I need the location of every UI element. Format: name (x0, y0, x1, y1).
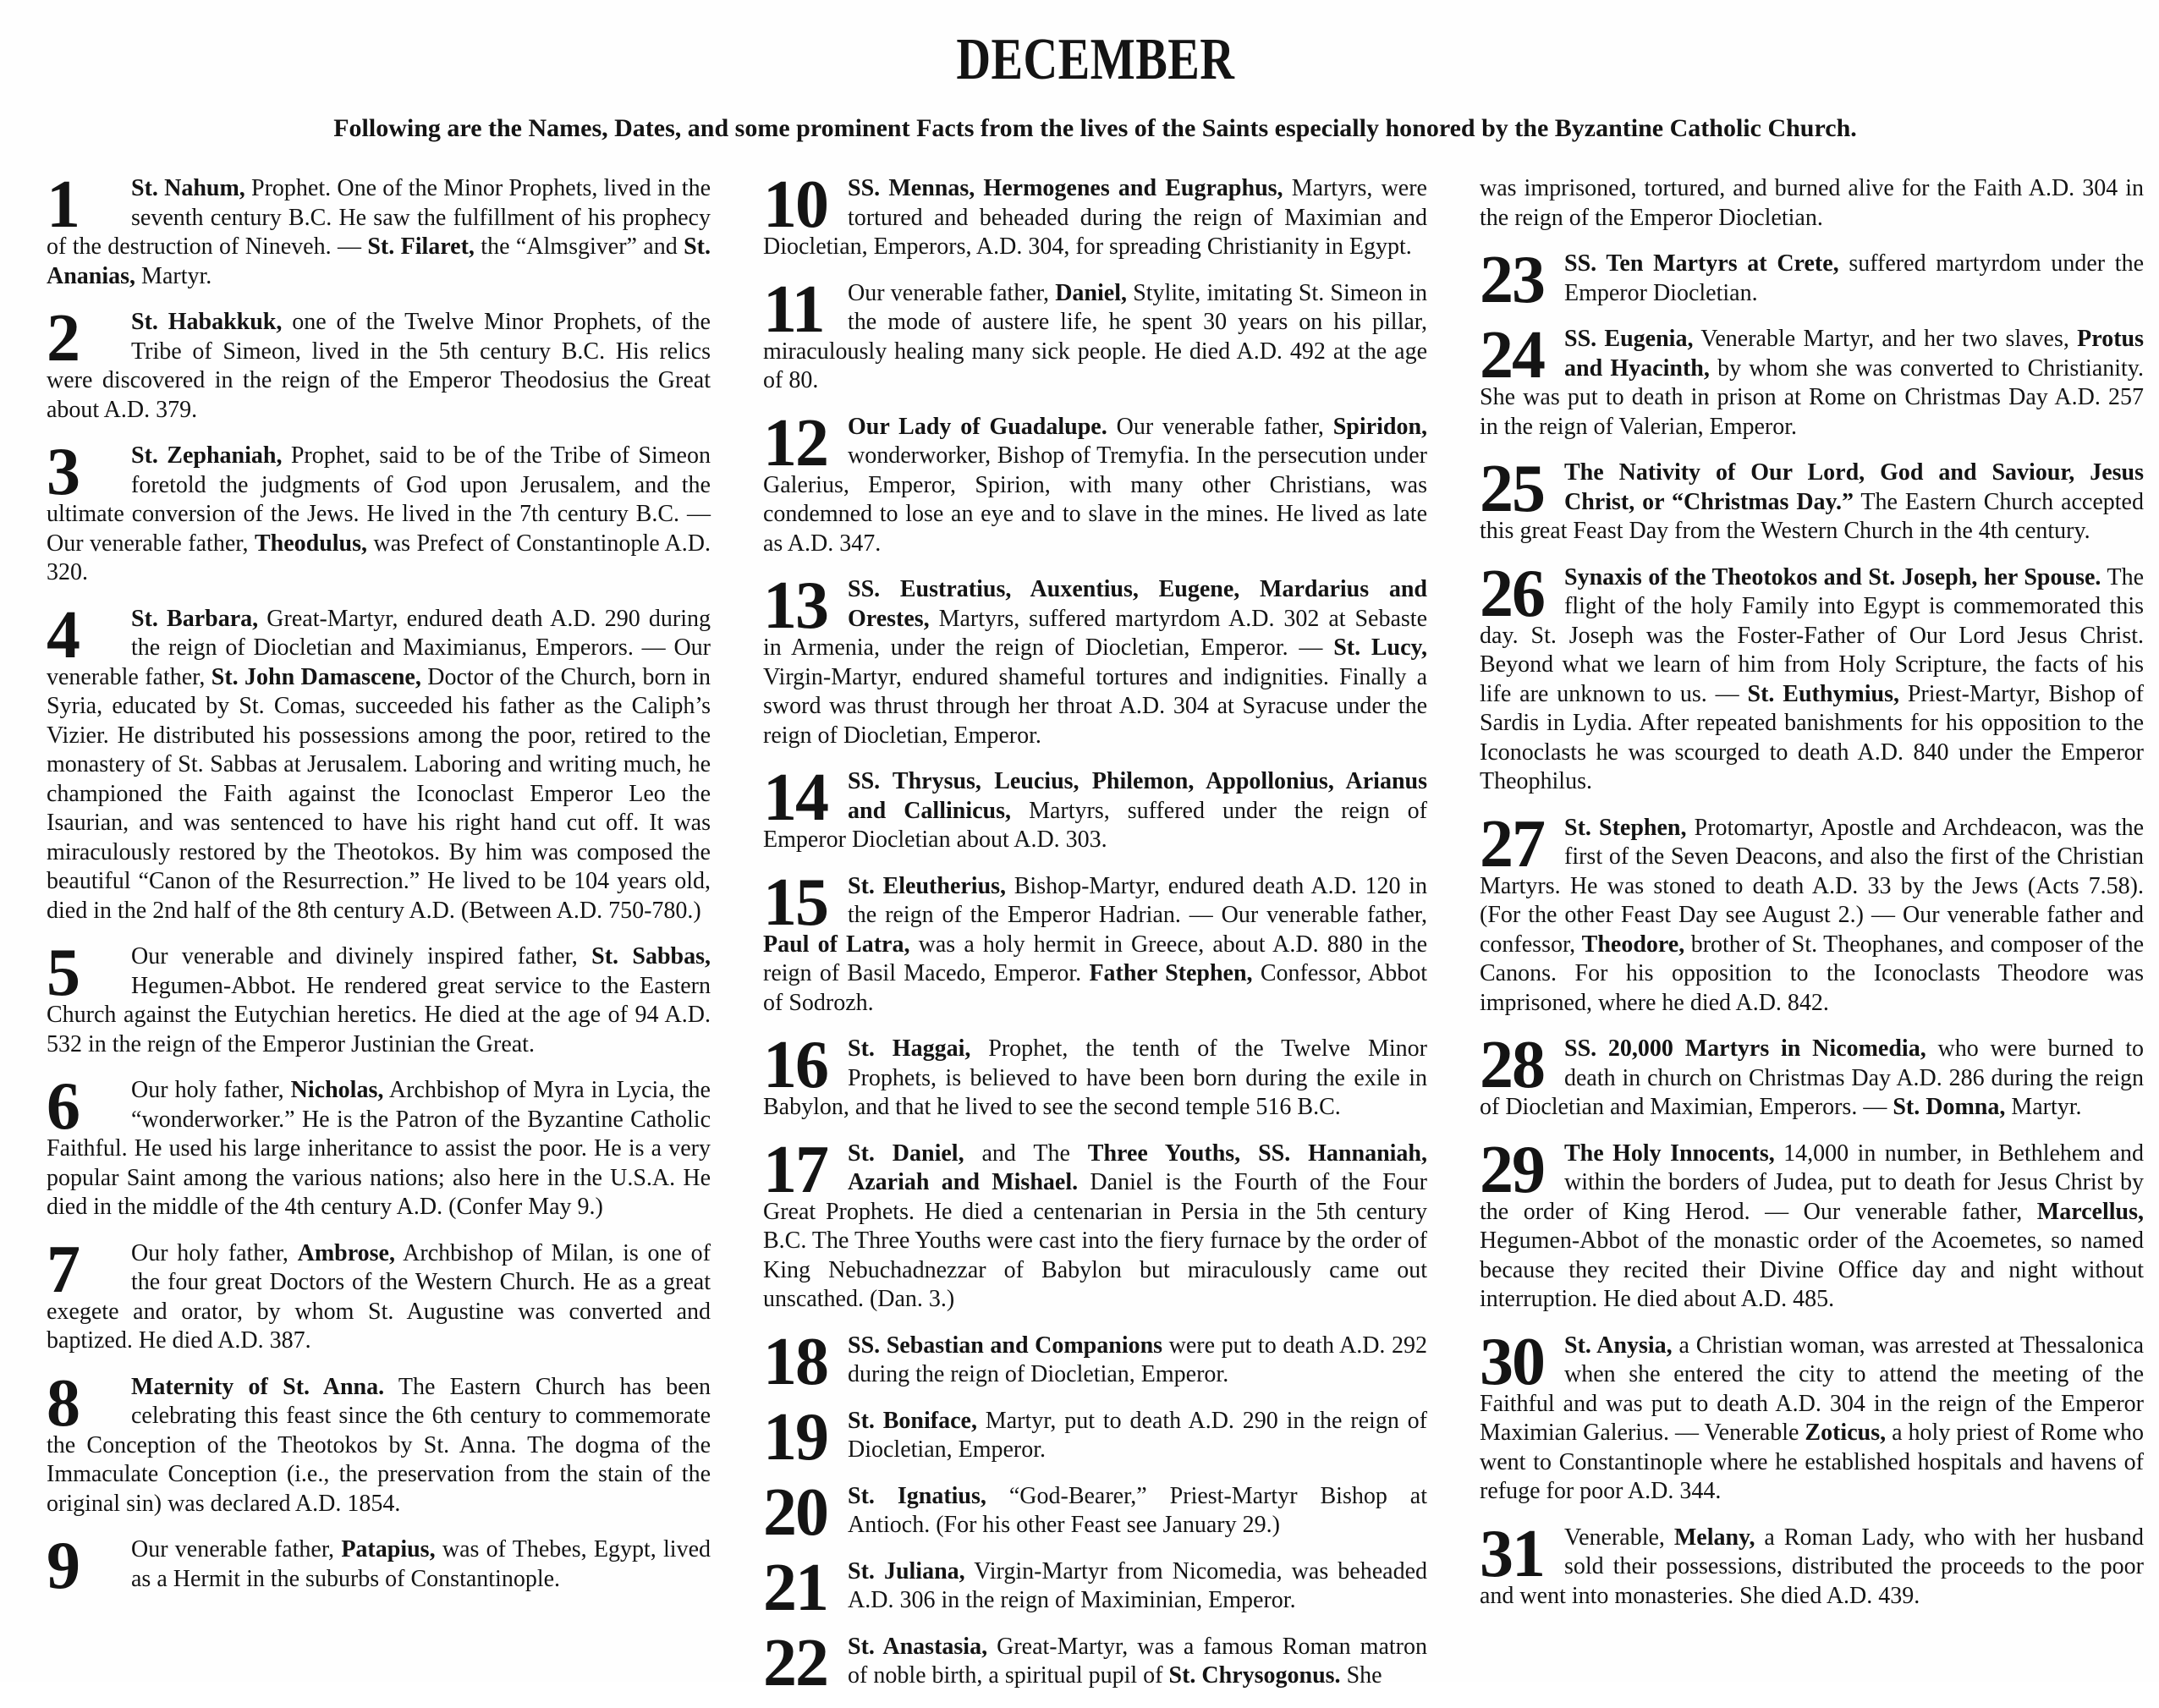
saint-name: Three Youths, SS. Hannaniah, Azariah and Mishael. (848, 1140, 1427, 1195)
saint-entry-day-20: 20 St. Ignatius, “God-Bearer,” Priest-Martyr Bishop at Antioch. (For his other Feast see January 29.) (763, 1475, 1427, 1550)
page-header (47, 25, 2144, 144)
day-number: 3 (47, 435, 79, 509)
day-number: 14 (763, 761, 827, 835)
saint-name: St. Ananias, (47, 233, 711, 289)
day-number: 6 (47, 1069, 79, 1144)
saint-name: SS. Eustratius, Auxentius, Eugene, Mardarius and Orestes, (848, 576, 1427, 632)
day-number: 26 (1480, 556, 1544, 631)
saint-name: SS. Mennas, Hermogenes and Eugraphus, (848, 175, 1283, 201)
saint-entry-day-30: 30 St. Anysia, a Christian woman, was arrested at Thessalonica when she entered the city to attend the meeting of the Faithful and was put to death A.D. 304 in the reign of the Emperor Maximian Galerius. — Venerable Zoticus, a holy priest of Rome who went to Constantinople where he established hospitals and havens of refuge for poor A.D. 344. (1480, 1324, 2145, 1504)
saint-name: St. Nahum, (131, 175, 245, 201)
day-number: 5 (47, 936, 79, 1010)
day-number: 24 (1480, 318, 1544, 393)
day-number: 30 (1480, 1324, 1544, 1399)
saint-entry-day-31: 31 Venerable, Melany, a Roman Lady, who with her husband sold their possessions, distributed the proceeds to the poor and went into monasteries. She died A.D. 439. (1480, 1516, 2144, 1609)
saint-name: St. Boniface, (848, 1407, 977, 1434)
day-number: 22 (763, 1625, 827, 1700)
saint-name: St. Ignatius, (848, 1482, 986, 1509)
day-number: 11 (763, 272, 824, 347)
columns (47, 168, 2145, 1708)
saint-entry-day-23: 23 SS. Ten Martyrs at Crete, suffered martyrdom under the Emperor Diocletian. (1480, 243, 2144, 317)
saint-entry-day-7: 7 Our holy father, Ambrose, Archbishop of Milan, is one of the four great Doctors of the Western Church. He as a great exegete and orator, by whom St. Augustine was converted and baptized. He died A.D. 387. (47, 1232, 711, 1354)
day-number: 7 (47, 1232, 79, 1307)
day-number: 16 (763, 1028, 827, 1102)
saint-entry-day-27: 27 St. Stephen, Protomartyr, Apostle and Archdeacon, was the first of the Seven Deacons, and also the first of the Christian Martyrs. He was stoned to death A.D. 33 by the Jews (Acts 7.58). (For the other Feast Day see August 2.) — Our venerable father and confessor, Theodore, brother of St. Theophanes, and composer of the Canons. For his opposition to the Iconoclasts Theodore was imprisoned, where he died A.D. 842. (1480, 806, 2144, 1016)
day-number: 8 (47, 1365, 79, 1441)
saint-entry-day-24: 24 SS. Eugenia, Venerable Martyr, and her two slaves, Protus and Hyacinth, by whom she was converted to Christianity. She was put to death in prison at Rome on Christmas Day A.D. 257 in the reign of Valerian, Emperor. (1480, 318, 2144, 440)
saint-name: St. Eleutherius, (848, 872, 1007, 899)
saint-entry-day-16: 16 St. Haggai, Prophet, the tenth of the Twelve Minor Prophets, is believed to have been born during the exile in Babylon, and that he lived to see the second temple 516 B.C. (763, 1028, 1427, 1120)
day-number: 23 (1480, 243, 1544, 317)
saint-entry-day-12: 12 Our Lady of Guadalupe. Our venerable father, Spiridon, wonderworker, Bishop of Tremyfia. In the persecution under Galerius, Emperor, Spirion, with many other Christians, was condemned to lose an eye and to slave in the mines. He lived as late as A.D. 347. (763, 405, 1428, 557)
saint-name: SS. Ten Martyrs at Crete, (1564, 250, 1839, 277)
saint-entry-day-28: 28 SS. 20,000 Martyrs in Nicomedia, who were burned to death in church on Christmas Day A.D. 286 during the reign of Diocletian and Maximian, Emperors. — St. Domna, Martyr. (1480, 1028, 2144, 1120)
saint-name: SS. Eugenia, (1564, 326, 1694, 352)
saint-name: The Holy Innocents, (1564, 1140, 1775, 1167)
saint-name: St. Juliana, (848, 1557, 965, 1584)
day-number: 31 (1480, 1516, 1544, 1591)
saint-name: Paul of Latra, (763, 931, 910, 958)
day-number: 13 (763, 568, 827, 643)
day-number: 17 (763, 1132, 827, 1207)
day-number: 19 (763, 1399, 827, 1475)
saint-name: Protus and Hyacinth, (1564, 326, 2144, 382)
saint-name: St. Sabbas, (591, 943, 711, 969)
page-title (47, 25, 2144, 92)
day-number: 20 (763, 1475, 827, 1550)
day-number: 21 (763, 1550, 827, 1625)
saint-name: Nicholas, (290, 1077, 384, 1103)
day-number: 4 (47, 597, 79, 673)
saint-name: Theodore, (1581, 931, 1685, 958)
saint-name: SS. Sebastian and Companions (848, 1332, 1163, 1359)
saint-entry-day-1: 1 St. Nahum, Prophet. One of the Minor Prophets, lived in the seventh century B.C. He saw the fulfillment of his prophecy of the destruction of Nineveh. — St. Filaret, the “Almsgiver” and St. Ananias, Martyr. (47, 168, 711, 289)
saint-name: Our Lady of Guadalupe. (848, 413, 1107, 440)
page-subtitle: Following are the Names, Dates, and some prominent Facts from the lives of the Saints especially honored by the Byzantine Catholic Church. (333, 114, 1857, 142)
saint-name: Theodulus, (254, 530, 368, 557)
saint-name: Zoticus, (1805, 1420, 1887, 1446)
saint-entry-day-8: 8 Maternity of St. Anna. The Eastern Church has been celebrating this feast since the 6th century to commemorate the Conception of the Theotokos by St. Anna. The dogma of the Immaculate Conception (i.e., the preservation from the stain of the original sin) was declared A.D. 1854. (47, 1365, 711, 1517)
saint-entry-day-9: 9 Our venerable father, Patapius, was of Thebes, Egypt, lived as a Hermit in the suburbs of Constantinople. (47, 1529, 711, 1603)
saint-entry-day-10: 10 SS. Mennas, Hermogenes and Eugraphus, Martyrs, were tortured and beheaded during the reign of Maximian and Diocletian, Emperors, A.D. 304, for spreading Christianity in Egypt. (763, 168, 1427, 260)
saint-name: Daniel, (1055, 279, 1127, 306)
saint-entry-day-5: 5 Our venerable and divinely inspired father, St. Sabbas, Hegumen-Abbot. He rendered great service to the Eastern Church against the Eutychian heretics. He died at the age of 94 A.D. 532 in the reign of the Emperor Justinian the Great. (47, 936, 711, 1057)
saint-entry-day-18: 18 SS. Sebastian and Companions were put to death A.D. 292 during the reign of Diocletian, Emperor. (763, 1324, 1428, 1399)
saint-entry-day-3: 3 St. Zephaniah, Prophet, said to be of the Tribe of Simeon foretold the judgments of God upon Jerusalem, and the ultimate conversion of the Jews. He lived in the 7th century B.C. — Our venerable father, Theodulus, was Prefect of Constantinople A.D. 320. (47, 435, 711, 585)
day-number: 28 (1480, 1028, 1544, 1102)
saint-entry-day-14: 14 SS. Thrysus, Leucius, Philemon, Appollonius, Arianus and Callinicus, Martyrs, suffered under the reign of Emperor Diocletian about A.D. 303. (763, 761, 1428, 853)
saint-name: St. John Damascene, (211, 663, 421, 690)
saint-entry-day-15: 15 St. Eleutherius, Bishop-Martyr, endured death A.D. 120 in the reign of the Emperor Hadrian. — Our venerable father, Paul of Latra, was a holy hermit in Greece, about A.D. 880 in the reign of Basil Macedo, Emperor. Father Stephen, Confessor, Abbot of Sodrozh. (763, 865, 1428, 1016)
saint-entry-day-26: 26 Synaxis of the Theotokos and St. Joseph, her Spouse. The flight of the holy Family into Egypt is commemorated this day. St. Joseph was the Foster-Father of Our Lord Jesus Christ. Beyond what we learn of him from Holy Scripture, the facts of his life are unknown to us. — St. Euthymius, Priest-Martyr, Bishop of Sardis in Lydia. After repeated banishments for his opposition to the Iconoclasts he was scourged to death A.D. 840 under the Emperor Theophilus. (1480, 556, 2144, 794)
saint-name: St. Anastasia, (848, 1633, 988, 1660)
saint-entry-day-29: 29 The Holy Innocents, 14,000 in number, in Bethlehem and within the borders of Judea, put to death for Jesus Christ by the order of King Herod. — Our venerable father, Marcellus, Hegumen-Abbot of the monastic order of the Acoemetes, so named because they recited their Divine Office day and night without interruption. He died about A.D. 485. (1480, 1132, 2144, 1312)
saint-name: St. Euthymius, (1747, 680, 1900, 707)
saint-name: St. Haggai, (848, 1035, 971, 1062)
day-number: 10 (763, 168, 827, 242)
saint-entry-day-25: 25 The Nativity of Our Lord, God and Saviour, Jesus Christ, or “Christmas Day.” The Eastern Church accepted this great Feast Day from the Western Church in the 4th century. (1480, 452, 2144, 544)
saint-name: Maternity of St. Anna. (131, 1373, 385, 1400)
day-number: 18 (763, 1324, 827, 1399)
saint-name: Synaxis of the Theotokos and St. Joseph, her Spouse. (1564, 563, 2101, 590)
saint-name: Melany, (1673, 1524, 1755, 1551)
day-number: 25 (1480, 452, 1544, 526)
saint-entry-day-6: 6 Our holy father, Nicholas, Archbishop of Myra in Lycia, the “wonderworker.” He is the Patron of the Byzantine Catholic Faithful. He used his large inheritance to assist the poor. He is a very popular Saint among the various nations; also here in the U.S.A. He died in the middle of the 4th century A.D. (Confer May 9.) (47, 1069, 711, 1220)
saint-name: St. Domna, (1893, 1094, 2006, 1120)
column-3 (1480, 174, 2144, 1708)
saint-name: St. Daniel, (848, 1140, 964, 1167)
saint-entry-day-4: 4 St. Barbara, Great-Martyr, endured death A.D. 290 during the reign of Diocletian and Maximianus, Emperors. — Our venerable father, St. John Damascene, Doctor of the Church, born in Syria, educated by St. Comas, succeeded his father as the Caliph’s Vizier. He distributed his possessions among the poor, retired to the monastery of St. Sabbas at Jerusalem. Laboring and writing much, he championed the Faith against the Iconoclast Emperor Leo the Isaurian, and was sentenced to have his right hand cut off. It was miraculously restored by the Theotokos. By him was composed the beautiful “Canon of the Resurrection.” He lived to be 104 years old, died in the 2nd half of the 8th century A.D. (Between A.D. 750-780.) (47, 597, 711, 924)
column-1 (47, 168, 711, 1708)
saint-entry-continuation: was imprisoned, tortured, and burned alive for the Faith A.D. 304 in the reign of the Emperor Diocletian. (1480, 175, 2144, 231)
saint-name: St. Lucy, (1333, 634, 1428, 661)
saint-name: St. Barbara, (131, 605, 259, 632)
saint-name: St. Anysia, (1564, 1332, 1673, 1359)
saint-entry-day-22: 22 St. Anastasia, Great-Martyr, was a famous Roman matron of noble birth, a spiritual pupil of St. Chrysogonus. She (763, 1625, 1427, 1700)
saint-entry-day-2: 2 St. Habakkuk, one of the Twelve Minor Prophets, of the Tribe of Simeon, lived in the 5th century B.C. His relics were discovered in the reign of the Emperor Theodosius the Great about A.D. 379. (47, 301, 711, 423)
saint-name: Marcellus, (2036, 1198, 2144, 1225)
saint-entry-day-19: 19 St. Boniface, Martyr, put to death A.D. 290 in the reign of Diocletian, Emperor. (763, 1399, 1427, 1475)
saint-name: Spiridon, (1332, 413, 1428, 440)
saint-name: St. Zephaniah, (131, 442, 283, 469)
page-title-text: DECEMBER (956, 25, 1234, 92)
day-number: 15 (763, 865, 827, 940)
saint-entry-day-13: 13 SS. Eustratius, Auxentius, Eugene, Mardarius and Orestes, Martyrs, suffered martyrdom A.D. 302 at Sebaste in Armenia, under the reign of Diocletian, Emperor. — St. Lucy, Virgin-Martyr, endured shameful tortures and indignities. Finally a sword was thrust through her throat A.D. 304 at Syracuse under the reign of Diocletian, Emperor. (763, 568, 1428, 749)
saint-entry-day-11: 11 Our venerable father, Daniel, Stylite, imitating St. Simeon in the mode of austere life, he spent 30 years on his pillar, miraculously healing many sick people. He died A.D. 492 at the age of 80. (763, 272, 1427, 393)
saint-name: St. Chrysogonus. (1168, 1662, 1341, 1689)
saint-name: The Nativity of Our Lord, God and Saviour, Jesus Christ, or “Christmas Day.” (1564, 459, 2144, 515)
day-number: 2 (47, 301, 79, 376)
day-number: 12 (763, 405, 827, 481)
saint-entry-day-21: 21 St. Juliana, Virgin-Martyr from Nicomedia, was beheaded A.D. 306 in the reign of Maximinian, Emperor. (763, 1550, 1427, 1625)
saint-name: St. Stephen, (1564, 814, 1687, 841)
column-2 (763, 168, 1428, 1708)
saint-entry-day-17: 17 St. Daniel, and The Three Youths, SS. Hannaniah, Azariah and Mishael. Daniel is the Fourth of the Four Great Prophets. He died a centenarian in Persia in the 5th century B.C. The Three Youths were cast into the fiery furnace by the order of King Nebuchadnezzar of Babylon but miraculously came out unscathed. (Dan. 3.) (763, 1132, 1427, 1312)
saint-name: Patapius, (341, 1536, 436, 1562)
day-number: 9 (47, 1529, 79, 1603)
saint-name: SS. Thrysus, Leucius, Philemon, Appollonius, Arianus and Callinicus, (848, 768, 1427, 824)
day-number: 29 (1480, 1132, 1544, 1207)
saint-name: St. Filaret, (367, 233, 475, 260)
day-number: 27 (1480, 806, 1544, 881)
saint-name: SS. 20,000 Martyrs in Nicomedia, (1564, 1035, 1926, 1062)
saint-name: Ambrose, (297, 1239, 395, 1266)
day-number: 1 (47, 168, 79, 242)
saint-name: Father Stephen, (1089, 960, 1253, 986)
saint-name: St. Habakkuk, (131, 309, 283, 335)
